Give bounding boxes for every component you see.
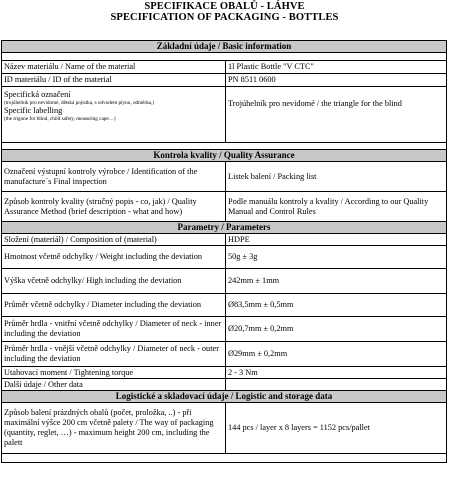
param-value [226, 379, 447, 391]
param-row [2, 317, 447, 342]
param-label: Hmotnost včetně odchylky / Weight including the deviation [2, 246, 226, 269]
specific-labelling-value: Trojúhelník pro nevidomé / the triangle for the blind [226, 87, 447, 143]
row-material-name [2, 61, 447, 74]
final-inspection-label: Označení výstupní kontroly výrobce / Identification of the manufacture´s Final inspection [2, 162, 226, 192]
param-label: Průměr včetně odchylky / Diameter including the deviation [2, 294, 226, 317]
param-value: Ø20,7mm ± 0,2mm [226, 317, 447, 342]
material-id-value: PN 8511 0600 [226, 74, 447, 87]
param-label: Výška včetně odchylky/ High including the deviation [2, 269, 226, 294]
material-name-label: Název materiálu / Name of the material [2, 61, 226, 74]
final-inspection-value: Listek balení / Packing list [226, 162, 447, 192]
title-czech: SPECIFIKACE OBALŮ - LÁHVE [144, 1, 305, 12]
param-row [2, 234, 447, 246]
blank-row [2, 143, 447, 150]
row-qa-method [2, 192, 447, 222]
param-value: Ø29mm ± 0,2mm [226, 342, 447, 367]
section-heading: Základní údaje / Basic information [2, 41, 447, 53]
qa-method-value: Podle manuálu kontroly a kvality / According to our Quality Manual and Control Rules [226, 192, 447, 222]
title-english: SPECIFICATION OF PACKAGING - BOTTLES [110, 12, 339, 23]
param-label: Průměr hrdla - vnější včetně odchylky / Diameter of neck - outer including the deviation [2, 342, 226, 367]
param-row [2, 342, 447, 367]
blank-row [2, 53, 447, 61]
section-basic-information [2, 41, 447, 53]
labelling-label-english: Specific labelling [4, 106, 63, 115]
param-label: Průměr hrdla - vnitřní včetně odchylky / Diameter of neck - inner including the deviation [2, 317, 226, 342]
section-quality-assurance [2, 150, 447, 162]
section-heading: Logistické a skladovací údaje / Logistic and storage data [2, 391, 447, 403]
param-label: Další údaje / Other data [2, 379, 226, 391]
packing-method-value: 144 pcs / layer x 8 layers = 1152 pcs/pallet [226, 403, 447, 454]
row-packing-method [2, 403, 447, 454]
param-value: 242mm ± 1mm [226, 269, 447, 294]
param-row [2, 379, 447, 391]
row-final-inspection [2, 162, 447, 192]
row-specific-labelling [2, 87, 447, 143]
document-title [0, 0, 449, 23]
material-name-value: 1l Plastic Bottle "V CTC" [226, 61, 447, 74]
row-material-id [2, 74, 447, 87]
param-row [2, 269, 447, 294]
blank-row [2, 454, 447, 463]
param-row [2, 367, 447, 379]
param-row [2, 246, 447, 269]
packing-method-label: Způsob balení prázdných obalů (počet, proložka, ..) - při maximální výšce 200 cm včetně palety / The way of packaging (quantity, reglet, …) - maximum height 200 cm, including the palett [2, 403, 226, 454]
specification-table [1, 40, 447, 463]
param-value: HDPE [226, 234, 447, 246]
section-logistic-storage [2, 391, 447, 403]
param-value: 2 - 3 Nm [226, 367, 447, 379]
param-value: 50g ± 3g [226, 246, 447, 269]
labelling-note-english: (the trigone for blind, child safety, measuring cape…) [4, 115, 116, 122]
labelling-note-czech: (trojúhelník pro nevidomé, dětská pojistka, s odvodem plynu, odměrka,) [4, 99, 155, 106]
param-label: Utahovací moment / Tightening torque [2, 367, 226, 379]
specific-labelling-label [2, 87, 226, 143]
section-parameters [2, 222, 447, 234]
param-row [2, 294, 447, 317]
param-value: Ø83,5mm ± 0,5mm [226, 294, 447, 317]
labelling-label-czech: Specifická označení [4, 90, 71, 99]
section-heading: Parametry / Parameters [2, 222, 447, 234]
qa-method-label: Způsob kontroly kvality (stručný popis - co, jak) / Quality Assurance Method (brief description - what and how) [2, 192, 226, 222]
material-id-label: ID materiálu / ID of the material [2, 74, 226, 87]
section-heading: Kontrola kvality / Quality Assurance [2, 150, 447, 162]
param-label: Složení (materiál) / Composition of (material) [2, 234, 226, 246]
